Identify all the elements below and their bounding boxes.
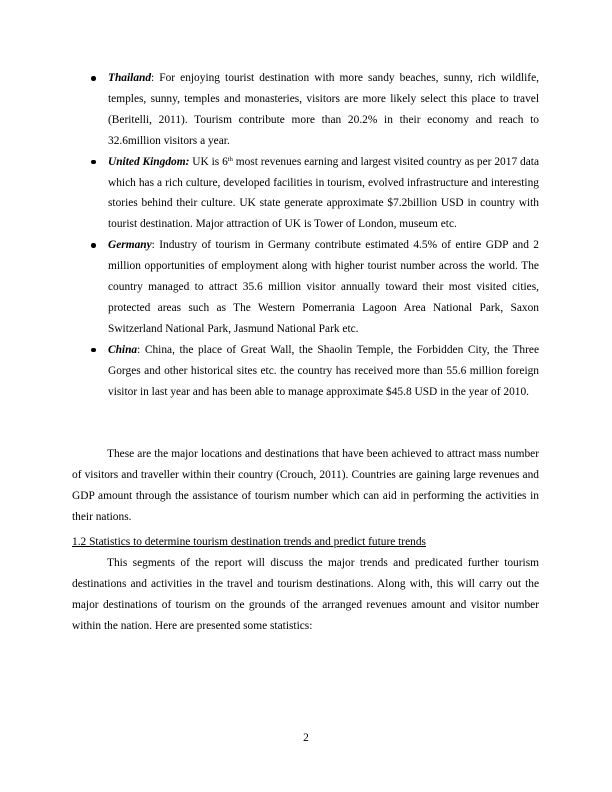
bullet-text: For enjoying tourist destination with more sandy beaches, sunny, rich wildlife, temples, sunny, temples and monasteries, visitors are more likely select this place to travel (Beritelli, 2011). Tourism contribute more than 20.2% in their economy and reach to 32.6million visitors a year. <box>108 72 539 147</box>
bullet-united-kingdom <box>89 152 539 236</box>
summary-paragraph: These are the major locations and destinations that have been achieved to attract mass number of visitors and traveller within their country (Crouch, 2011). Countries are gaining large revenues and GDP amount through the assistance of tourism number which can aid in performing the activities in their nations. <box>72 448 539 523</box>
bullet-term: China <box>108 343 138 356</box>
ordinal-superscript: th <box>227 155 233 163</box>
section-heading: 1.2 Statistics to determine tourism destination trends and predict future trends <box>72 536 426 548</box>
bullet-dot-icon <box>91 348 96 353</box>
bullet-separator: : <box>151 72 155 84</box>
bullet-germany <box>89 235 539 340</box>
bullet-dot-icon <box>91 243 96 248</box>
bullet-text: China, the place of Great Wall, the Shaolin Temple, the Forbidden City, the Three Gorges and other historical sites etc. the country has received more than 55.6 million foreign visitor in last year and has been able to manage approximate $45.8 USD in the year of 2010. <box>108 343 539 398</box>
bullet-dot-icon <box>91 76 96 81</box>
bullet-separator: : <box>137 343 141 356</box>
statistics-intro-paragraph: This segments of the report will discuss the major trends and predicated further tourism destinations and activities in the travel and tourism destinations. Along with, this will carry out the major destinations of tourism on the grounds of the arranged revenues amount and visitor number within the nation. Here are presented some statistics: <box>72 557 539 632</box>
bullet-text: UK is 6 <box>189 155 228 168</box>
bullet-term: Thailand <box>108 72 152 84</box>
bullet-thailand <box>89 68 539 152</box>
bullet-text-continued: most revenues earning and largest visited country as per 2017 data which has a rich culture, developed facilities in tourism, evolved infrastructure and interesting stories behind their culture. UK state generate approximate $7.2billion USD in country with tourist destination. Major attraction of UK is Tower of London, museum etc. <box>108 155 539 231</box>
bullet-china <box>89 340 539 403</box>
destination-bullet-list <box>89 68 539 403</box>
bullet-term: United Kingdom: <box>108 155 190 168</box>
bullet-term: Germany <box>108 239 152 252</box>
bullet-text: Industry of tourism in Germany contribute estimated 4.5% of entire GDP and 2 million opportunities of employment along with higher tourist number across the world. The country managed to attract 35.6 million visitor annually toward their most visited cities, protected areas such as The Western Pomerrania Lagoon Area National Park, Saxon Switzerland National Park, Jasmund National Park etc. <box>108 239 539 335</box>
bullet-separator: : <box>151 239 155 252</box>
bullet-dot-icon <box>91 160 96 165</box>
page-number: 2 <box>303 732 309 744</box>
